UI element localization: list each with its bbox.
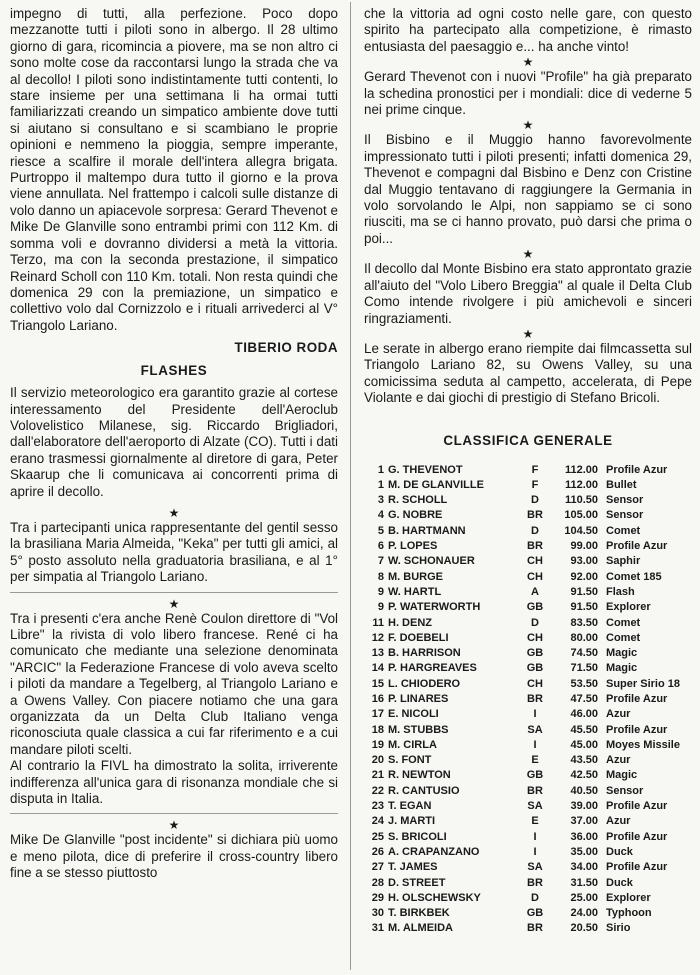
standing-position: 23 [371,800,384,813]
pilot-name: T. JAMES [388,861,438,874]
pilot-glider: Profile Azur [606,540,668,553]
standing-position: 11 [372,616,384,629]
standings-row [366,616,686,631]
star-separator: ★ [522,247,534,262]
pilot-name: G. THEVENOT [388,463,463,476]
pilot-nation: D [531,891,539,904]
star-separator: ★ [522,326,534,341]
pilot-points: 34.00 [570,861,598,874]
standing-position: 6 [377,540,384,553]
pilot-name: A. CRAPANZANO [388,845,480,858]
standing-position: 22 [371,784,384,797]
pilot-name: G. NOBRE [388,509,443,522]
pilot-nation: SA [527,723,543,736]
pilot-nation: BR [527,509,543,522]
pilot-name: M. CIRLA [388,738,437,751]
flash-coulon: Tra i presenti c'era anche Renè Coulon direttore di "Vol Libre" la rivista di volo libero francese. René ci ha comunicato che mediante una selezione denominata "ARCIC" la Federazione Francese di volo aveva scelto i piloti da mandare a Tegelberg, al Triangolo Lariano e a Owens Valley. Con piacere notiamo che una gara organizzata da un Delta Club Italiano venga riconosciuta quale classica a cui far riferimento e a cui mandare piloti scelti. [10,610,338,757]
pilot-glider: Profile Azur [606,800,668,813]
standing-position: 19 [371,738,384,751]
pilot-points: 104.50 [564,524,598,537]
standing-position: 3 [377,494,384,507]
flash-serate: Le serate in albergo erano riempite dai filmcassetta sul Triangolo Lariano 82, su Owens Valley, su una comicissima seduta al campetto, accelerata, di Pepe Violante e dai giochi di prestigio di Stefano Bricoli. [364,340,692,406]
standings-row [366,876,686,891]
pilot-nation: E [531,815,539,828]
pilot-name: L. CHIODERO [388,677,461,690]
standings-row [366,768,686,783]
standings-row [366,661,686,676]
divider-rule [10,592,338,593]
standing-position: 16 [371,692,384,705]
standings-body [366,463,686,937]
standings-row [366,493,686,508]
standings-title: CLASSIFICA GENERALE [443,432,613,448]
pilot-nation: CH [527,677,543,690]
standings-row [366,478,686,493]
standings-row [366,906,686,921]
pilot-glider: Sensor [606,509,644,522]
pilot-name: J. MARTI [388,815,436,828]
pilot-glider: Saphir [606,555,641,568]
pilot-name: T. BIRKBEK [388,907,450,920]
flash-almeida: Tra i partecipanti unica rappresentante del gentil sesso la brasiliana Maria Almeida, "Keka" per tutti gli amici, al 5° posto assoluto nella graduatoria brasiliana, e al 1° per simpatia al Triangolo Lariano. [10,519,338,585]
pilot-points: 47.50 [570,692,598,705]
pilot-nation: BR [527,876,543,889]
pilot-nation: SA [527,861,543,874]
pilot-points: 74.50 [570,647,598,660]
author-signature: TIBERIO RODA [234,340,338,356]
standings-row [366,585,686,600]
pilot-nation: GB [526,647,544,660]
star-separator: ★ [168,818,180,833]
pilot-nation: BR [527,784,543,797]
pilot-nation: D [531,524,539,537]
pilot-glider: Profile Azur [606,830,668,843]
pilot-name: W. HARTL [388,585,442,598]
pilot-glider: Magic [606,647,638,660]
pilot-points: 35.00 [570,845,598,858]
pilot-glider: Profile Azur [606,463,668,476]
left-column [10,6,338,882]
pilot-nation: GB [526,907,544,920]
standing-position: 13 [371,647,384,660]
pilot-glider: Profile Azur [606,692,668,705]
pilot-glider: Comet [606,616,641,629]
pilot-glider: Sensor [606,784,644,797]
flashes-heading: FLASHES [140,363,208,379]
pilot-points: 46.00 [570,708,598,721]
standing-position: 8 [377,570,384,583]
pilot-points: 53.50 [570,677,598,690]
standing-position: 20 [371,754,384,767]
pilot-points: 112.00 [564,463,598,476]
pilot-name: M. BURGE [388,570,443,583]
pilot-glider: Magic [606,769,638,782]
flash-deglanville: Mike De Glanville "post incidente" si dichiara più uomo e meno pilota, dice di preferire il cross-country libero fine a se stesso piuttosto [10,832,338,881]
pilot-points: 71.50 [570,662,598,675]
pilot-points: 31.50 [570,876,598,889]
pilot-nation: F [531,463,539,476]
pilot-name: M. STUBBS [388,723,449,736]
standings-table [366,463,686,937]
standing-position: 25 [371,830,384,843]
continuation-paragraph: che la vittoria ad ogni costo nelle gare, con questo spirito ha partecipato alla competizione, è rimasto entusiasta del paesaggio e... ha anche vinto! [364,6,692,54]
pilot-nation: CH [527,570,543,583]
pilot-name: R. CANTUSIO [388,784,460,797]
standing-position: 7 [377,555,384,568]
pilot-nation: GB [526,662,544,675]
standings-row [366,692,686,707]
pilot-name: H. OLSCHEWSKY [388,891,481,904]
pilot-glider: Magic [606,662,638,675]
pilot-points: 40.50 [570,784,598,797]
standing-position: 15 [371,677,384,690]
standing-position: 1 [377,478,384,491]
star-separator: ★ [168,505,180,520]
pilot-name: S. FONT [388,754,432,767]
column-divider [350,2,351,970]
pilot-points: 39.00 [570,800,598,813]
pilot-name: P. HARGREAVES [388,662,477,675]
flash-bisbino: Il Bisbino e il Muggio hanno favorevolmente impressionato tutti i piloti presenti; infatti domenica 29, Thevenot e compagni dal Bisbino e Denz con Cristine dal Muggio tentavano di raggiungere la Germania in volo sorvolando le Alpi, non sappiamo se ci sono riusciti, ma se ci hanno provato, può darsi che prima o poi... [364,132,692,246]
pilot-points: 83.50 [570,616,598,629]
pilot-glider: Moyes Missile [606,738,680,751]
pilot-glider: Profile Azur [606,861,668,874]
pilot-name: B. HARTMANN [388,524,466,537]
pilot-nation: I [533,738,537,751]
standing-position: 21 [371,769,384,782]
pilot-nation: D [531,494,539,507]
standings-row [366,723,686,738]
standings-row [366,860,686,875]
star-separator: ★ [168,596,180,611]
pilot-name: D. STREET [388,876,446,889]
standing-position: 30 [371,907,384,920]
pilot-points: 37.00 [570,815,598,828]
pilot-nation: I [533,845,537,858]
pilot-nation: E [531,754,539,767]
standings-row [366,554,686,569]
standing-position: 9 [377,601,384,614]
pilot-points: 25.00 [570,891,598,904]
standings-row [366,891,686,906]
star-separator: ★ [522,118,534,133]
pilot-glider: Azur [606,815,631,828]
pilot-points: 42.50 [570,769,598,782]
standings-row [366,600,686,615]
pilot-name: B. HARRISON [388,647,461,660]
standings-row [366,570,686,585]
pilot-nation: CH [527,631,543,644]
flash-fivl: Al contrario la FIVL ha dimostrato la solita, irriverente indifferenza all'unica gara di risonanza mondiale che si disputa in Italia. [10,758,338,807]
pilot-name: W. SCHONAUER [388,555,475,568]
standings-row [366,463,686,478]
pilot-nation: CH [527,555,543,568]
intro-paragraph: impegno di tutti, alla perfezione. Poco dopo mezzanotte tutti i piloti sono in albergo. Il 28 ultimo giorno di gara, ricomincia a piovere, ma se non altro ci sono molte cose da raccontarsi lungo la strada che va al decollo! I piloti sono indistintamente tutti contenti, lo stare insieme per una settimana li ha ormai tutti familiarizzati creando un simpatico ambiente dove tutti si aiutano si consultano e si scambiano le proprie opinioni e nemmeno la pioggia, sempre imperante, riesce a scalfire il morale dell'intera allegra brigata. Purtroppo il maltempo dura tutto il giorno e la prova viene annullata. Nel frattempo i calcoli sulle distanze di volo danno un apiacevole sorpresa: Gerard Thevenot e Mike De Glanville sono entrambi primi con 112 Km. di somma voli e dovranno dividersi a metà la vittoria. Terzo, ma con la seconda prestazione, il simpatico Reinard Scholl con 110 Km. totali. Non resta quindi che domenica 29 con la premiazione, un simpatico e collettivo volo dal Cornizzolo e i rituali arrivederci al V° Triangolo Lariano. [10,6,338,333]
standing-position: 14 [371,662,384,675]
standings-row [366,631,686,646]
standing-position: 27 [371,861,384,874]
pilot-nation: D [531,616,539,629]
pilot-name: R. NEWTON [388,769,451,782]
flash-meteo: Il servizio meteorologico era garantito grazie al cortese interessamento del Presidente dell'Aeroclub Volovelistico Milanese, sig. Riccardo Brigliadori, dall'elaboratore dell'aeroporto di Alzate (CO). Tutti i dati erano trasmessi giornalmente al diretore di gara, Peter Skaarup che li comunicava ai concorrenti prima di aprire il decollo. [10,385,338,499]
standings-row [366,753,686,768]
standings-row [366,830,686,845]
standings-row [366,539,686,554]
pilot-points: 24.00 [570,907,598,920]
pilot-points: 43.50 [570,754,598,767]
pilot-glider: Azur [606,708,631,721]
flash-breggia: Il decollo dal Monte Bisbino era stato approntato grazie all'aiuto del "Volo Libero Breggia" al quale il Delta Club Como intende rivolgere i più amichevoli e sinceri ringraziamenti. [364,261,692,326]
pilot-nation: BR [527,922,543,935]
standing-position: 28 [371,876,384,889]
pilot-name: P. LOPES [388,540,438,553]
pilot-points: 45.50 [570,723,598,736]
standings-row [366,524,686,539]
pilot-nation: A [531,585,539,598]
standing-position: 31 [371,922,384,935]
flash-thevenot: Gerard Thevenot con i nuovi "Profile" ha già preparato la schedina pronostici per i mondiali: dice di vederne 5 nei prime cinque. [364,69,692,118]
standings-row [366,677,686,692]
standing-position: 17 [371,708,384,721]
pilot-name: T. EGAN [388,800,432,813]
standings-row [366,799,686,814]
standing-position: 9 [377,585,384,598]
pilot-points: 93.00 [570,555,598,568]
standing-position: 12 [371,631,384,644]
pilot-glider: Flash [606,585,635,598]
standing-position: 5 [377,524,384,537]
pilot-name: H. DENZ [388,616,432,629]
pilot-nation: I [533,830,537,843]
standings-row [366,845,686,860]
pilot-name: R. SCHOLL [388,494,448,507]
pilot-points: 105.00 [564,509,598,522]
pilot-name: P. LINARES [388,692,449,705]
pilot-points: 20.50 [570,922,598,935]
pilot-nation: SA [527,800,543,813]
pilot-points: 99.00 [570,540,598,553]
pilot-name: M. DE GLANVILLE [388,478,484,491]
pilot-name: P. WATERWORTH [388,601,481,614]
pilot-glider: Comet 185 [606,570,662,583]
pilot-glider: Comet [606,631,641,644]
pilot-name: F. DOEBELI [388,631,449,644]
standings-row [366,707,686,722]
standings-row [366,921,686,936]
pilot-points: 91.50 [570,585,598,598]
pilot-points: 36.00 [570,830,598,843]
pilot-glider: Sensor [606,494,644,507]
standing-position: 4 [377,509,384,522]
pilot-points: 92.00 [570,570,598,583]
pilot-name: M. ALMEIDA [388,922,453,935]
pilot-glider: Duck [606,876,633,889]
pilot-glider: Bullet [606,478,637,491]
pilot-nation: BR [527,540,543,553]
standings-row [366,784,686,799]
standings-row [366,646,686,661]
pilot-glider: Super Sirio 18 [606,677,680,690]
pilot-points: 45.00 [570,738,598,751]
pilot-glider: Comet [606,524,641,537]
standing-position: 26 [371,845,384,858]
pilot-nation: BR [527,692,543,705]
divider-rule [10,813,338,814]
pilot-glider: Explorer [606,891,651,904]
pilot-name: S. BRICOLI [388,830,447,843]
right-column [364,6,692,937]
star-separator: ★ [522,55,534,70]
standings-row [366,508,686,523]
pilot-points: 91.50 [570,601,598,614]
pilot-nation: GB [526,601,544,614]
standings-row [366,814,686,829]
standing-position: 18 [371,723,384,736]
pilot-nation: F [531,478,539,491]
pilot-glider: Profile Azur [606,723,668,736]
standing-position: 1 [377,463,384,476]
pilot-points: 110.50 [564,494,598,507]
pilot-glider: Azur [606,754,631,767]
standings-row [366,738,686,753]
pilot-points: 112.00 [564,478,598,491]
standing-position: 29 [371,891,384,904]
pilot-points: 80.00 [570,631,598,644]
standing-position: 24 [371,815,384,828]
pilot-glider: Typhoon [606,907,652,920]
pilot-nation: GB [526,769,544,782]
pilot-nation: I [533,708,537,721]
pilot-glider: Duck [606,845,633,858]
pilot-glider: Explorer [606,601,651,614]
pilot-name: E. NICOLI [388,708,439,721]
pilot-glider: Sirio [606,922,631,935]
